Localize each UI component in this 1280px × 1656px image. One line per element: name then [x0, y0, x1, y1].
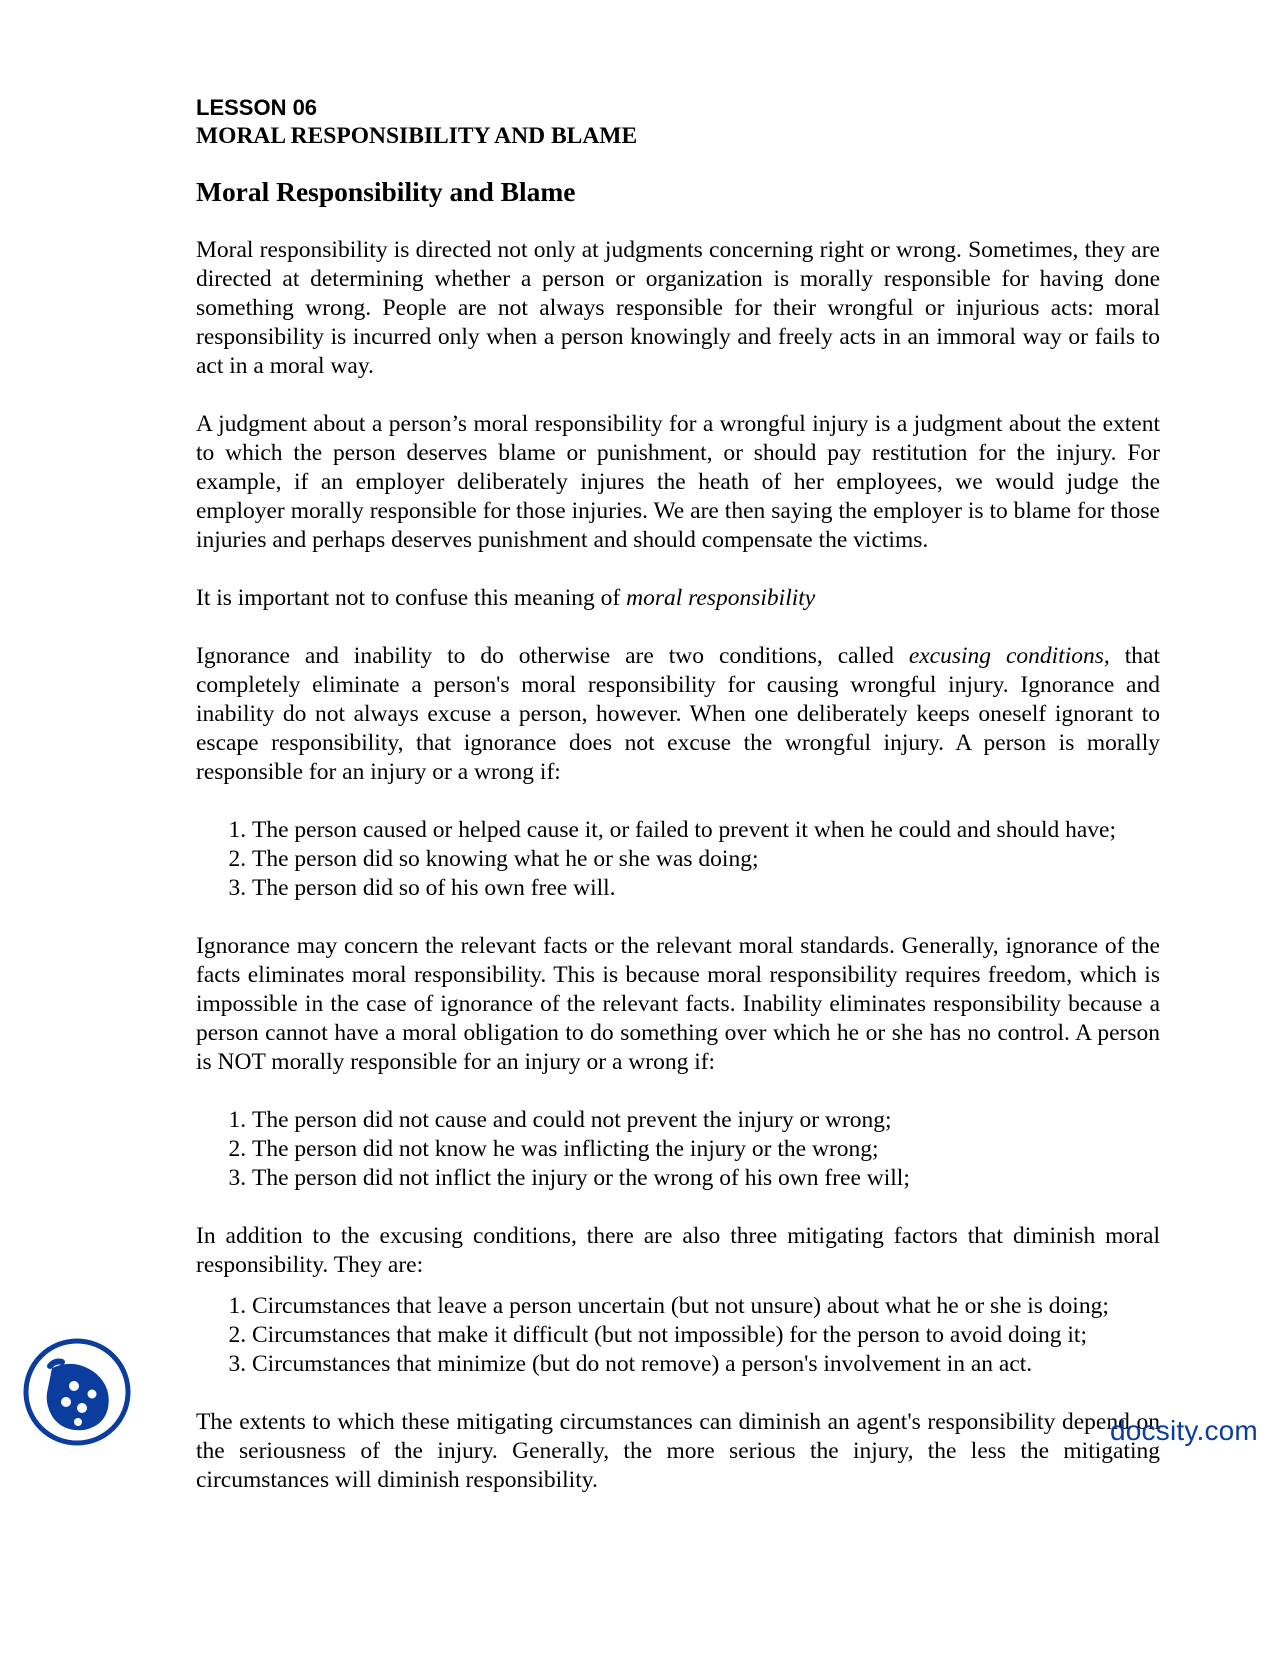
paragraph-4-emphasis: excusing conditions,: [908, 643, 1110, 669]
list-item: 3. Circumstances that minimize (but do not remove) a person's involvement in an act.: [252, 1350, 1160, 1379]
list-item: 3. The person did not inflict the injury or the wrong of his own free will;: [252, 1164, 1160, 1193]
list-item: 2. The person did so knowing what he or she was doing;: [252, 845, 1160, 874]
docsity-logo-icon[interactable]: [22, 1336, 132, 1448]
paragraph-7: The extents to which these mitigating circumstances can diminish an agent's responsibility depend on the seriousness of the injury. Generally, the more serious the injury, the less the mitigating circumstances will diminish responsibility.: [196, 1409, 1160, 1493]
paragraph-1: Moral responsibility is directed not only at judgments concerning right or wrong. Sometimes, they are directed at determining whether a person or organization is morally responsible for having done something wrong. People are not always responsible for their wrongful or injurious acts: moral responsibility is incurred only when a person knowingly and freely acts in an immoral way or fails to act in a moral way.: [196, 237, 1160, 379]
lesson-number: LESSON 06: [196, 95, 318, 120]
responsible-conditions-list: [196, 816, 1160, 903]
paragraph-6: In addition to the excusing conditions, there are also three mitigating factors that diminish moral responsibility. They are:: [196, 1223, 1160, 1278]
mitigating-factors-list: [196, 1292, 1160, 1379]
paragraph-4-after: that completely eliminate a person's moral responsibility for causing wrongful injury. Ignorance and inability do not always excuse a person, however. When one deliberately keeps oneself ignorant to escape responsibility, that ignorance does not excuse the wrongful injury. A person is morally responsible for an injury or a wrong if:: [196, 643, 1160, 785]
list-item: 2. Circumstances that make it difficult (but not impossible) for the person to avoid doing it;: [252, 1321, 1160, 1350]
list-item: 1. Circumstances that leave a person uncertain (but not unsure) about what he or she is doing;: [252, 1292, 1160, 1321]
paragraph-4: [196, 642, 1160, 787]
paragraph-4-before: Ignorance and inability to do otherwise are two conditions, called: [196, 643, 909, 669]
lesson-title: MORAL RESPONSIBILITY AND BLAME: [196, 123, 638, 149]
not-responsible-conditions-list: [196, 1106, 1160, 1193]
paragraph-3: [196, 584, 1160, 613]
paragraph-3-text: It is important not to confuse this meaning of: [196, 585, 627, 611]
document-page: [196, 94, 1160, 1524]
paragraph-2: A judgment about a person’s moral responsibility for a wrongful injury is a judgment about the extent to which the person deserves blame or punishment, or should pay restitution for the injury. For example, if an employer deliberately injures the heath of her employees, we would judge the employer morally responsible for those injuries. We are then saying the employer is to blame for those injuries and perhaps deserves punishment and should compensate the victims.: [196, 411, 1160, 553]
list-item: 2. The person did not know he was inflicting the injury or the wrong;: [252, 1135, 1160, 1164]
list-item: 3. The person did so of his own free will.: [252, 874, 1160, 903]
paragraph-5: Ignorance may concern the relevant facts or the relevant moral standards. Generally, ignorance of the facts eliminates moral responsibility. This is because moral responsibility requires freedom, which is impossible in the case of ignorance of the relevant facts. Inability eliminates responsibility because a person cannot have a moral obligation to do something over which he or she has no control. A person is NOT morally responsible for an injury or a wrong if:: [196, 933, 1160, 1075]
docsity-brand-text[interactable]: docsity.com: [1110, 1415, 1258, 1446]
paragraph-3-emphasis: moral responsibility: [626, 585, 816, 611]
section-heading: Moral Responsibility and Blame: [196, 177, 576, 207]
list-item: 1. The person did not cause and could not prevent the injury or wrong;: [252, 1106, 1160, 1135]
list-item: 1. The person caused or helped cause it, or failed to prevent it when he could and should have;: [252, 816, 1160, 845]
